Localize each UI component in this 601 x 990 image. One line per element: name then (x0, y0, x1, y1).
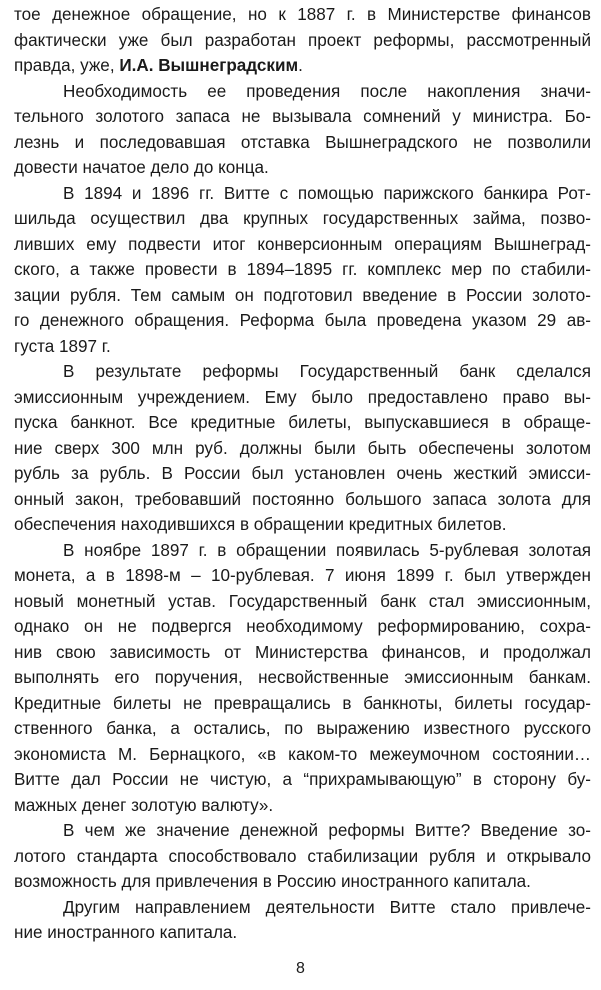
author-name-bold: И.А. Вышнеградским (119, 56, 299, 75)
paragraph-5 (14, 538, 591, 819)
text-line: тельного золотого запаса не вызывала сомнений у министра. Бо- (14, 107, 591, 126)
text-line: довести начатое дело до конца. (14, 158, 269, 177)
text-line: Кредитные билеты не превращались в банкноты, билеты государ- (14, 693, 591, 713)
text-line: выполнять его поручения, несвойственные эмиссионным банкам. (14, 668, 591, 687)
text-line: онный закон, требовавший постоянно большого запаса золота для (14, 489, 591, 509)
text-line (14, 53, 591, 79)
text-line: зации рубля. Тем самым он подготовил введение в России золото- (14, 285, 591, 305)
paragraph-1 (14, 2, 591, 79)
text-line: ние иностранного капитала. (14, 923, 238, 942)
text-line: густа 1897 г. (14, 336, 111, 356)
text-line: тое денежное обращение, но к 1887 г. в Министерстве финансов (14, 5, 591, 24)
paragraph-7 (14, 895, 591, 946)
text-run: правда, уже, (14, 56, 120, 75)
page-body (14, 2, 591, 946)
text-line: рубль за рубль. В России был установлен очень жесткий эмисси- (14, 464, 591, 483)
text-line: нив свою зависимость от Министерства финансов, и продолжал (14, 642, 591, 662)
text-line: Витте дал России не чистую, а “прихрамывающую” в сторону бу- (14, 770, 591, 789)
text-line: мажных денег золотую валюту». (14, 795, 274, 815)
text-line: пуска банкнот. Все кредитные билеты, выпускавшиеся в обраще- (14, 413, 591, 432)
paragraph-4 (14, 359, 591, 538)
text-line: новый монетный устав. Государственный банк стал эмиссионным, (14, 591, 591, 611)
text-line: однако он не подвергся необходимому реформированию, сохра- (14, 617, 591, 636)
text-line: фактически уже был разработан проект реформы, рассмотренный (14, 30, 591, 50)
text-line: Необходимость ее проведения после накопления значи- (63, 81, 591, 101)
page-number: 8 (296, 960, 305, 977)
text-line: В чем же значение денежной реформы Витте? Введение зо- (63, 821, 591, 840)
text-line: монета, а в 1898-м – 10-рублевая. 7 июня 1899 г. был утвержден (14, 566, 591, 585)
text-line: В 1894 и 1896 гг. Витте с помощью парижского банкира Рот- (63, 183, 591, 203)
paragraph-3 (14, 181, 591, 360)
text-line: обеспечения находившихся в обращении кредитных билетов. (14, 515, 507, 534)
text-line: эмиссионным учреждением. Ему было предоставлено право вы- (14, 387, 591, 407)
text-run: . (298, 56, 303, 75)
text-line: ского, а также провести в 1894–1895 гг. комплекс мер по стабили- (14, 260, 591, 279)
paragraph-2 (14, 79, 591, 181)
text-line: экономиста М. Бернацкого, «в каком-то межеумочном состоянии… (14, 744, 591, 764)
paragraph-6 (14, 818, 591, 895)
text-line: ственного банка, а остались, по выражению известного русского (14, 719, 591, 738)
text-line: шильда осуществил два крупных государственных займа, позво- (14, 209, 591, 228)
text-line: ние сверх 300 млн руб. должны были быть обеспечены золотом (14, 438, 591, 458)
text-line: Другим направлением деятельности Витте стало привлече- (63, 897, 591, 917)
text-line: го денежного обращения. Реформа была проведена указом 29 ав- (14, 311, 591, 330)
text-line: лезнь и последовавшая отставка Вышнеградского не позволили (14, 132, 591, 152)
text-line: В результате реформы Государственный банк сделался (63, 362, 591, 381)
text-line: В ноябре 1897 г. в обращении появилась 5-рублевая золотая (63, 540, 591, 560)
text-line: лотого стандарта способствовало стабилизации рубля и открывало (14, 846, 591, 866)
text-line: ливших ему подвести итог конверсионным операциям Вышнеград- (14, 234, 591, 254)
text-line: возможность для привлечения в Россию иностранного капитала. (14, 872, 531, 891)
